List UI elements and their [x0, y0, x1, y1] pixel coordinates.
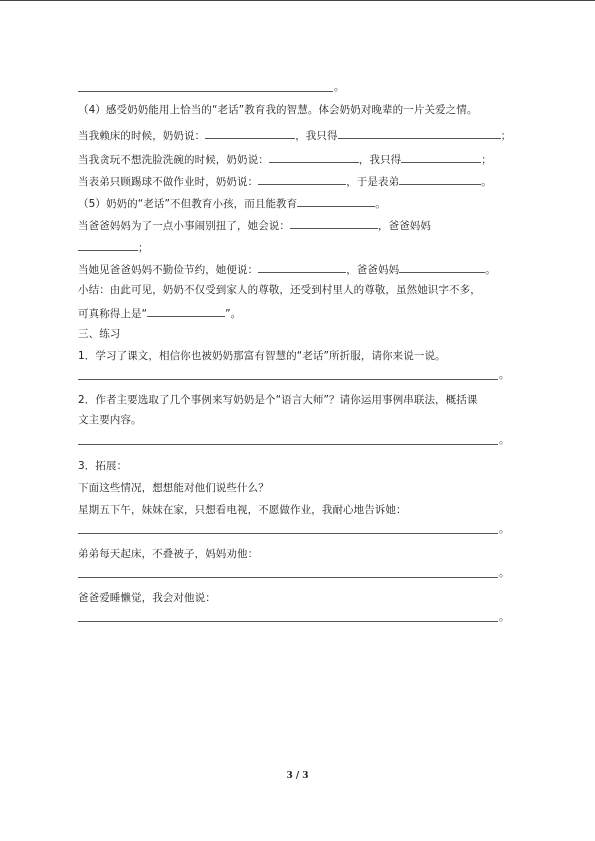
s4-line-1-a: 当我赖床的时候，奶奶说： — [78, 130, 206, 142]
section-4-title: （4）感受奶奶能用上恰当的“老话”教育我的智慧。体会奶奶对晚辈的一片关爱之情。 — [78, 104, 478, 116]
s4-line-3 — [78, 173, 492, 189]
question-2-line-2: 文主要内容。 — [78, 414, 142, 426]
s5-line-1-end: ； — [138, 242, 149, 254]
s5-line-1 — [78, 217, 431, 233]
s4-line-2-end: ； — [481, 154, 492, 166]
case-2: 弟弟每天起床，不叠被子，妈妈劝他： — [78, 548, 259, 560]
period: 。 — [499, 611, 510, 623]
s4-line-1-end: ； — [500, 130, 512, 142]
period: 。 — [499, 567, 510, 579]
s4-line-1-b: ，我只得 — [295, 130, 338, 142]
blank-11[interactable] — [399, 261, 485, 273]
s4-line-1 — [78, 127, 511, 143]
s5-line-2 — [78, 261, 496, 277]
blank-6[interactable] — [399, 173, 481, 185]
answer-line-q1[interactable] — [78, 379, 498, 380]
blank-3[interactable] — [269, 151, 359, 163]
answer-line-q2[interactable] — [78, 444, 498, 445]
answer-line[interactable] — [78, 91, 333, 92]
s5-title-a: （5）奶奶的“老话”不但教育小孩，而且能教育 — [78, 198, 298, 210]
s4-line-3-a: 当表弟只顾踢球不做作业时，奶奶说： — [78, 176, 259, 188]
answer-line-case-2[interactable] — [78, 577, 498, 578]
s4-line-3-end: 。 — [481, 176, 492, 188]
blank-5[interactable] — [258, 173, 346, 185]
exercise-heading: 三、练习 — [78, 328, 121, 340]
s5-line-2-b: ，爸爸妈妈 — [346, 264, 400, 276]
s4-line-2-a: 当我贪玩不想洗脸洗碗的时候，奶奶说： — [78, 154, 269, 166]
question-3: 3．拓展： — [78, 460, 128, 472]
period: 。 — [334, 81, 345, 93]
page-number: 3 / 3 — [286, 771, 309, 781]
answer-line-case-3[interactable] — [78, 621, 498, 622]
blank-8[interactable] — [290, 217, 378, 229]
case-1: 星期五下午，妹妹在家，只想看电视，不愿做作业，我耐心地告诉她： — [78, 504, 407, 516]
s4-line-3-b: ，于是表弟 — [346, 176, 400, 188]
blank-9[interactable] — [78, 239, 138, 251]
blank-7[interactable] — [297, 195, 375, 207]
blank-2[interactable] — [338, 127, 501, 139]
s5-line-1-cont — [78, 239, 149, 255]
s4-line-2-b: ，我只得 — [358, 154, 402, 166]
period: 。 — [499, 434, 510, 446]
summary-c: ”。 — [225, 308, 242, 320]
blank-1[interactable] — [205, 127, 295, 139]
s5-title-end: 。 — [375, 198, 386, 210]
blank-10[interactable] — [258, 261, 346, 273]
summary-line-2 — [78, 305, 241, 321]
question-2-line-1: 2．作者主要选取了几个事例来写奶奶是个“语言大师”？请你运用事例串联法，概括课 — [78, 394, 478, 406]
period: 。 — [499, 369, 510, 381]
s5-line-2-end: 。 — [485, 264, 496, 276]
s5-line-1-a: 当爸爸妈妈为了一点小事闹别扭了，她会说： — [78, 220, 290, 232]
summary-b: 可真称得上是“ — [78, 308, 148, 320]
question-1: 1．学习了课文，相信你也被奶奶那富有智慧的“老话”所折服，请你来说一说。 — [78, 350, 446, 362]
s4-line-2 — [78, 151, 492, 167]
period: 。 — [499, 523, 510, 535]
case-3: 爸爸爱睡懒觉，我会对他说： — [78, 592, 216, 604]
blank-12[interactable] — [147, 305, 225, 317]
question-3-intro: 下面这些情况，想想能对他们说些什么？ — [78, 482, 269, 494]
section-5-title — [78, 195, 386, 211]
summary-line-1: 小结：由此可见，奶奶不仅受到家人的尊敬，还受到村里人的尊敬，虽然她识字不多， — [78, 284, 481, 296]
s5-line-2-a: 当她见爸爸妈妈不勤俭节约，她便说： — [78, 264, 259, 276]
s5-line-1-b: ，爸爸妈妈 — [378, 220, 431, 232]
blank-4[interactable] — [401, 151, 481, 163]
answer-line-case-1[interactable] — [78, 533, 498, 534]
